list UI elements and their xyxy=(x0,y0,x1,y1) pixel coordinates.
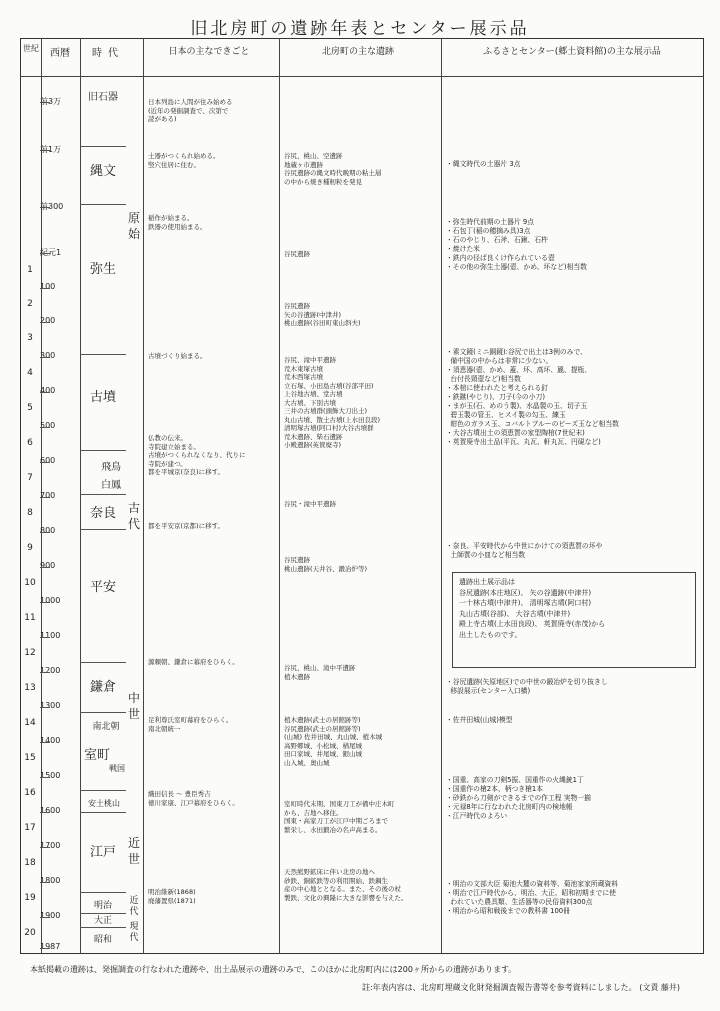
japan-event: 織田信長 〜 豊臣秀吉 徳川家康、江戸幕府をひらく。 xyxy=(148,790,239,807)
period-taisho: 大正 xyxy=(93,916,112,926)
year-label: 100 xyxy=(40,282,56,291)
box-line: 谷尻遺跡(本庄地区)、 矢の谷遺跡(中津井) xyxy=(459,588,592,597)
site-entry: 植木遺跡(武士の居館跡等) 谷尻遺跡(武士の居館跡等) (山城) 佐井田城、丸山城、植木城 高野郷城、小松城、楢尾城 田口家城、井尾城、銀山城 山入城、奥山城 xyxy=(284,716,383,767)
period-divider xyxy=(80,204,126,205)
century-label: 8 xyxy=(27,508,33,518)
period-jomon: 縄文 xyxy=(89,164,116,179)
japan-event: 土器がつくられ始める。 竪穴住居に住む。 xyxy=(148,152,220,169)
century-label: 3 xyxy=(27,333,33,343)
box-heading: 遺跡出土展示品は xyxy=(459,578,515,586)
year-label: 1900 xyxy=(40,911,61,920)
period-divider xyxy=(80,712,126,713)
year-tick xyxy=(40,948,50,949)
year-tick xyxy=(40,532,50,533)
year-label: 1300 xyxy=(40,701,61,710)
site-entry: 谷尻遺跡 矢の谷遺跡(中津井) 桃山遺跡(谷田町東山斜夫) xyxy=(284,302,361,327)
period-nara: 奈良 xyxy=(89,506,116,521)
header-japan-events: 日本の主なできごと xyxy=(168,47,250,57)
era-kindai: 近代 xyxy=(129,896,139,917)
site-entry: 谷尻、滝中平遺跡 荒木東塚古墳 荒木西塚古墳 立石塚、小田島古墳(谷部平田) 上谷地古墳、堂古墳 大古墳、下別古墳 三井の古墳群(頭飾大刀出土) 丸山古墳、散土古墳(上水田良段) 清明塚古墳(阿口村)大谷古墳群 荒木遺跡、柴石遺跡 小殿遺跡(英賀廃寺) xyxy=(284,356,381,449)
year-label: 前3万 xyxy=(40,97,62,106)
site-entry: 谷尻遺跡 桃山遺跡(天井谷、鍛冶炉等) xyxy=(284,556,368,573)
year-label: 200 xyxy=(40,316,56,325)
period-asuka: 飛鳥 xyxy=(101,462,121,473)
japan-event: 稲作が始まる。 鉄器の使用始まる。 xyxy=(148,214,207,231)
century-label: 13 xyxy=(24,683,36,693)
box-line: 殿上寺古墳(上水田良段)、 英賀廃寺(赤茂)から xyxy=(459,620,606,628)
year-tick xyxy=(40,882,50,883)
period-yayoi: 弥生 xyxy=(89,262,116,277)
period-divider xyxy=(80,354,126,355)
year-label: 700 xyxy=(40,491,56,500)
year-tick xyxy=(40,253,50,254)
japan-event: 足利尊氏室町幕府をひらく。 南北朝統一 xyxy=(148,716,233,733)
year-tick xyxy=(40,102,50,103)
century-label: 18 xyxy=(24,858,36,868)
year-tick xyxy=(40,462,50,463)
year-label: 1500 xyxy=(40,771,61,780)
year-label: 1000 xyxy=(40,596,61,605)
era-kinsei: 近世 xyxy=(127,836,140,866)
century-label: 14 xyxy=(24,718,36,728)
period-hakuho: 白鳳 xyxy=(101,480,121,491)
exhibit-entry: ・奈良、平安時代から中世にかけての須恵質の坏や 土師質の小皿など相当数 xyxy=(446,542,603,559)
year-tick xyxy=(40,707,50,708)
year-tick xyxy=(40,777,50,778)
period-showa: 昭和 xyxy=(93,935,112,945)
century-label: 6 xyxy=(27,438,33,448)
period-azuchi: 安土桃山 xyxy=(88,799,120,808)
exhibit-entry: ・佐井田城(山城)模型 xyxy=(446,716,513,724)
year-tick xyxy=(40,322,50,323)
exhibit-entry: ・明治の文部大臣 菊池大麓の資料等、菊池家家所蔵資料 ・明治で江戸時代から、明治、大正、昭和初期までに使 われていた農具類、生活器等の民俗資料300点 ・明治から昭和戦後までの教科書 100冊 xyxy=(446,880,619,915)
century-label: 2 xyxy=(27,299,33,309)
era-kodai: 古代 xyxy=(127,501,140,531)
year-tick xyxy=(40,392,50,393)
year-tick xyxy=(40,917,50,918)
year-tick xyxy=(40,672,50,673)
century-label: 1 xyxy=(27,265,33,275)
japan-event: 古墳づくり始まる。 xyxy=(148,352,207,360)
exhibit-entry: ・国重、高家の刀剣5振、国重作の火縄銃1丁 ・国重作の槍2本、柄つき槍1本 ・砂鉄から刀剣ができるまでの作工程 実物一揃 ・元禄8年に行なわれた北房町内の検地帳 ・江戸時代のよろい xyxy=(446,776,591,820)
year-label: 1987 xyxy=(40,942,61,951)
century-label: 7 xyxy=(27,473,33,483)
exhibit-entry: ・縄文時代の土器片 3点 xyxy=(446,160,521,168)
year-label: 1100 xyxy=(40,631,61,640)
site-entry: 谷尻遺跡 xyxy=(284,250,310,258)
year-label: 900 xyxy=(40,561,56,570)
century-label: 4 xyxy=(27,368,33,378)
century-label: 16 xyxy=(24,788,36,798)
site-entry: 天然熊野鉱床に伴い北房の地へ 砂鉄、銅鉱鉄等の利用開始、鉄鋼生 産の中心地ととなる。また、その後の杖 製鉄、文化の興隆に大きな影響を与えた。 xyxy=(284,868,408,902)
site-entry: 谷尻・滝中平遺跡 xyxy=(284,500,336,508)
period-kamakura: 鎌倉 xyxy=(89,680,116,695)
japan-event: 源頼朝、鎌倉に幕府をひらく。 xyxy=(148,658,239,666)
japan-event: 仏教の伝来。 寺院建立始まる。 古墳がつくられなくなり、代りに 寺院が建つ。 都を平城京(奈良)に移す。 xyxy=(148,434,246,476)
year-label: 1700 xyxy=(40,841,61,850)
period-sengoku: 戦国 xyxy=(109,764,125,773)
period-meiji: 明治 xyxy=(93,901,112,911)
period-divider xyxy=(80,662,126,663)
box-line: 一十林古墳(中津井)、 清明塚古墳(阿口村) xyxy=(459,599,592,607)
year-tick xyxy=(40,288,50,289)
year-label: 500 xyxy=(40,421,56,430)
century-label: 17 xyxy=(24,823,36,833)
period-kyusekki: 旧石器 xyxy=(88,92,118,103)
site-entry: 谷尻、桃山、空遺跡 地蔵ヶ市遺跡 谷尻遺跡の縄文時代晩期の粘土層 の中から焼き種籾粒を発見 xyxy=(284,152,382,186)
col-divider xyxy=(279,38,280,954)
header-period: 時代 xyxy=(92,48,124,59)
exhibit-entry: ・谷尻遺跡(矢原地区)での中世の鍛冶炉を切り抜きし 移設展示(センター入口横) xyxy=(446,678,608,695)
box-line: 出土したものです。 xyxy=(459,630,522,639)
period-divider xyxy=(80,790,126,791)
site-entry: 谷尻、桃山、滝中平遺跡 植木遺跡 xyxy=(284,664,356,681)
col-divider xyxy=(143,38,144,954)
year-label: 1800 xyxy=(40,876,61,885)
header-divider xyxy=(20,76,704,77)
year-tick xyxy=(40,567,50,568)
century-label: 11 xyxy=(24,613,36,623)
year-tick xyxy=(40,602,50,603)
footer-credit: 註:年表内容は、北房町埋蔵文化財発掘調査報告書等を参考資料にしました。 (文責 藤井) xyxy=(361,983,680,992)
page-title: 旧北房町の遺跡年表とセンター展示品 xyxy=(190,19,530,39)
box-line: 丸山古墳(谷部)、 大谷古墳(中津井) xyxy=(459,609,571,618)
year-label: 300 xyxy=(40,351,56,360)
japan-event: 明治維新(1868) 廃藩置県(1871) xyxy=(148,888,196,905)
year-tick xyxy=(40,357,50,358)
period-heian: 平安 xyxy=(89,580,116,595)
year-label: 前300 xyxy=(40,202,64,211)
year-label: 1200 xyxy=(40,666,61,675)
period-divider xyxy=(80,812,126,813)
col-divider xyxy=(80,38,81,954)
period-kofun: 古墳 xyxy=(89,390,116,405)
year-tick xyxy=(40,847,50,848)
year-tick xyxy=(40,742,50,743)
century-label: 5 xyxy=(27,403,33,413)
era-genshi: 原始 xyxy=(127,211,140,241)
period-divider xyxy=(80,450,126,451)
japan-event: 日本列島に人間が住み始める (近年の発掘調査で、次第で 読がある) xyxy=(148,98,233,123)
year-label: 1600 xyxy=(40,806,61,815)
header-exhibits: ふるさとセンター(郷土資料館)の主な展示品 xyxy=(483,47,661,57)
header-century: 世紀 xyxy=(23,44,39,53)
excavation-note-box xyxy=(452,572,696,668)
exhibit-entry: ・素文鏡(ミニ銅鏡):谷尻で出土は3例のみで、 備中国の中からは非常に少ない。 ・須恵器(壺、かめ、蓋、坏、高坏、𤭯、提瓶、 台付長頸壺など)相当数 ・本棺に使われたと考えられる釘 ・鉄鏃(やじり)、刀子(今の小刀) ・まが玉(石、めのう製)、水晶製の玉、切子玉 碧玉製の管玉、ヒスイ製の勾玉、練玉 紺色のガラス玉、コバルトブルーのビーズ玉など相当数 ・大谷古墳出土の須恵質の家型陶棺(7世紀末) ・英賀廃寺出土品(平瓦、丸瓦、軒丸瓦、円硯など) xyxy=(446,348,619,446)
era-chusei: 中世 xyxy=(127,691,140,721)
year-tick xyxy=(40,427,50,428)
century-label: 12 xyxy=(24,648,36,658)
period-edo: 江戸 xyxy=(89,845,116,860)
year-tick xyxy=(40,207,50,208)
exhibit-entry: ・弥生時代前期の土器片 9点 ・石包丁(稲の穂摘み具)3点 ・石のやじり、石斧、石鍬、石杵 ・焼けた米 ・鉄内の径ば良くけ作られている壺 ・その他の弥生土器(壺、かめ、坏など)相当数 xyxy=(446,218,587,271)
era-gendai: 現代 xyxy=(129,922,139,943)
period-divider xyxy=(80,529,126,530)
japan-event: 都を平安京(京都)に移す。 xyxy=(148,522,225,530)
year-label: 前1万 xyxy=(40,145,62,154)
century-label: 20 xyxy=(24,928,36,938)
year-tick xyxy=(40,812,50,813)
footer-note: 本紙掲載の遺跡は、発掘調査の行なわれた遺跡や、出土品展示の遺跡のみで、このほかに北房町内には200ヶ所からの遺跡があります。 xyxy=(30,965,517,974)
year-tick xyxy=(40,497,50,498)
year-label: 400 xyxy=(40,386,56,395)
century-label: 15 xyxy=(24,753,36,763)
year-tick xyxy=(40,150,50,151)
period-divider xyxy=(80,892,126,893)
period-muromachi: 室町 xyxy=(84,748,111,763)
header-year: 西暦 xyxy=(50,48,70,59)
site-entry: 室町時代末期、国東刀工が備中庄木町 から、吉地へ移住。 国東・高家刀工が江戸中期ごろまで 繁栄し、水田鍛冶の名声高まる。 xyxy=(284,800,395,834)
year-label: 800 xyxy=(40,526,56,535)
period-divider xyxy=(80,494,126,495)
century-label: 19 xyxy=(24,893,36,903)
period-divider xyxy=(80,146,126,147)
year-label: 紀元1 xyxy=(40,248,62,257)
century-label: 10 xyxy=(24,578,36,588)
period-nanbokucho: 南北朝 xyxy=(92,722,120,732)
year-label: 1400 xyxy=(40,736,61,745)
year-label: 600 xyxy=(40,456,56,465)
century-label: 9 xyxy=(27,543,33,553)
year-tick xyxy=(40,637,50,638)
header-sites: 北房町の主な遺跡 xyxy=(321,47,394,57)
